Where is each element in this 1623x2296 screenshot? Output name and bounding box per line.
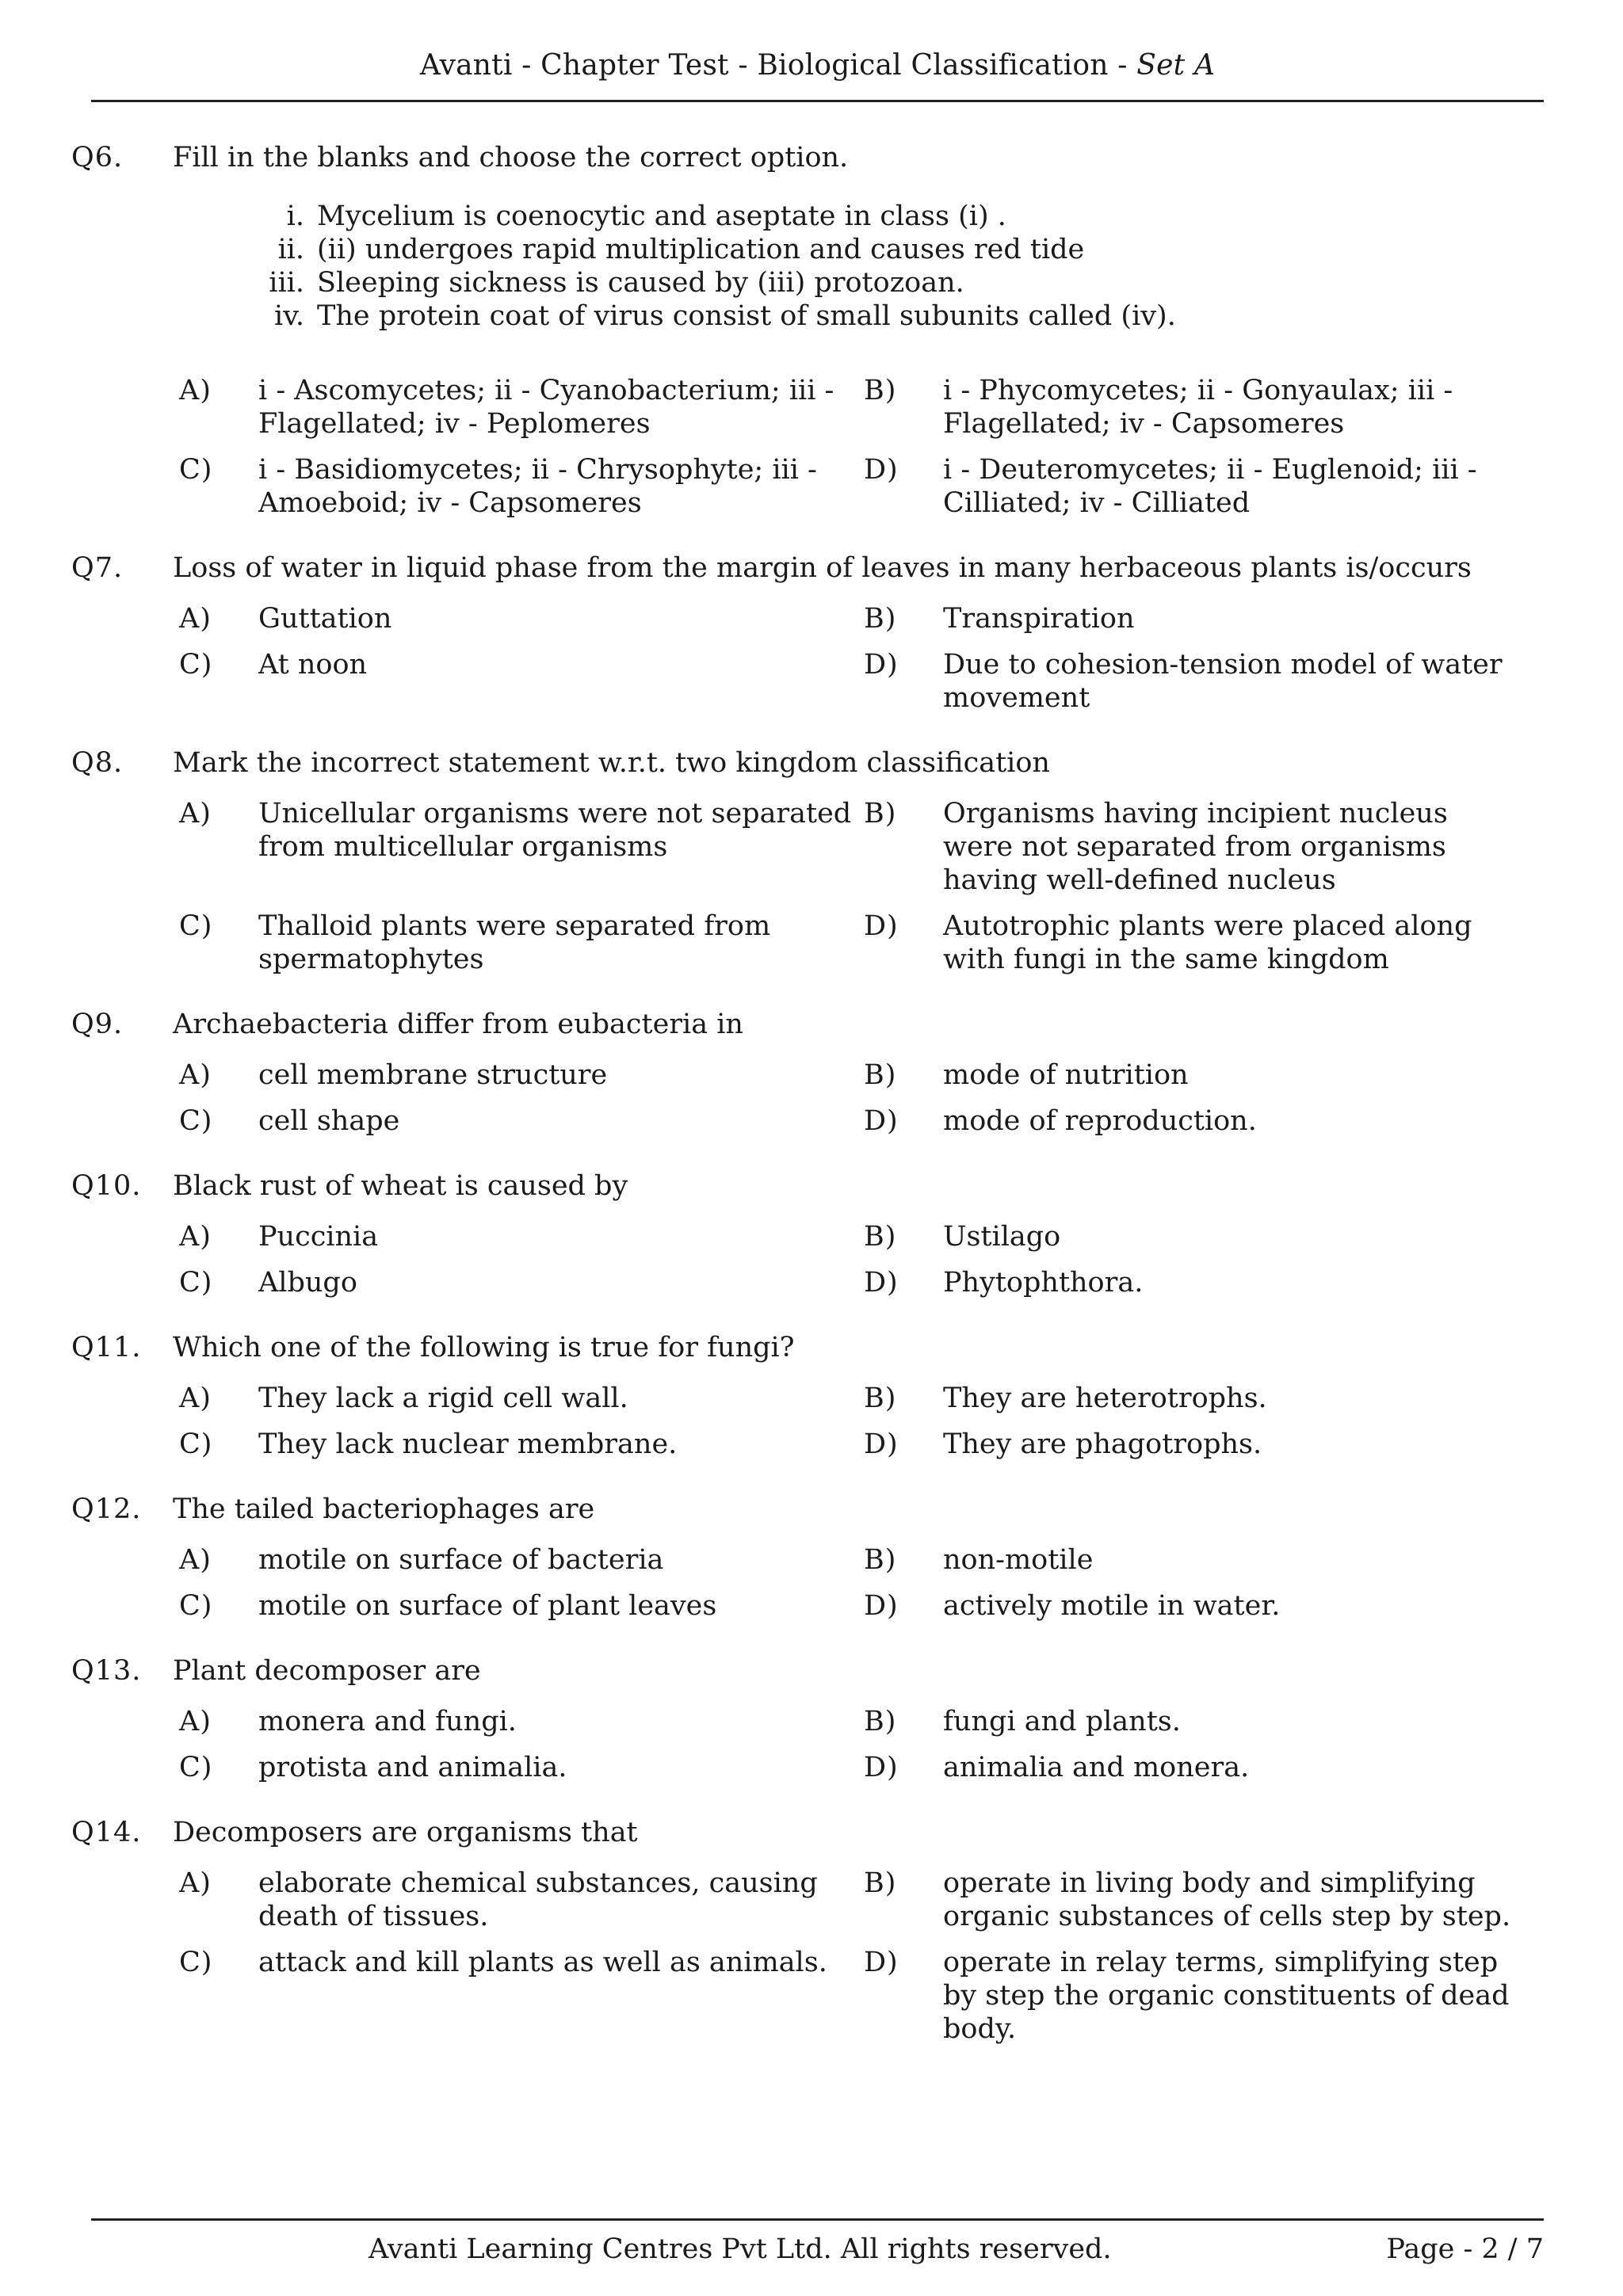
statement-item <box>255 233 1545 266</box>
footer-copyright: Avanti Learning Centres Pvt Ltd. All rights reserved. <box>369 2233 1112 2265</box>
option-label: A) <box>179 375 212 406</box>
question <box>71 141 1545 520</box>
option-label: A) <box>179 1383 212 1414</box>
option <box>864 1266 1529 1299</box>
question-number: Q6. <box>71 142 124 174</box>
option-label: A) <box>179 603 212 635</box>
option-text: Puccinia <box>258 1221 379 1253</box>
option-text: Autotrophic plants were placed along with fungi in the same kingdom <box>943 910 1472 975</box>
question-row <box>71 1493 1545 1526</box>
option-text: They are heterotrophs. <box>943 1383 1267 1414</box>
option <box>864 453 1529 520</box>
options-grid <box>179 797 1545 976</box>
option-label: C) <box>179 1752 213 1783</box>
option-label: B) <box>864 1383 897 1414</box>
option-label: B) <box>864 375 897 406</box>
statement-item <box>255 299 1545 333</box>
option-label: A) <box>179 1059 212 1091</box>
option-text: Unicellular organisms were not separated from multicellular organisms <box>258 798 852 863</box>
option <box>864 648 1529 715</box>
option-label: A) <box>179 1221 212 1253</box>
option-text: Guttation <box>258 603 392 635</box>
option <box>864 602 1529 635</box>
option <box>179 1058 864 1092</box>
option-text: Due to cohesion-tension model of water movement <box>943 649 1503 714</box>
option-label: D) <box>864 454 899 486</box>
option-text: attack and kill plants as well as animals. <box>258 1947 827 1978</box>
statement-item <box>255 200 1545 233</box>
option <box>864 1428 1529 1461</box>
option-text: They lack nuclear membrane. <box>258 1428 678 1460</box>
option-text: motile on surface of bacteria <box>258 1544 664 1576</box>
option-label: C) <box>179 1428 213 1460</box>
option-label: C) <box>179 1267 213 1299</box>
option <box>864 1751 1529 1784</box>
statement-text: (ii) undergoes rapid multiplication and causes red tide <box>317 234 1085 265</box>
option-label: D) <box>864 1428 899 1460</box>
question-row <box>71 1331 1545 1364</box>
option-label: A) <box>179 1706 212 1737</box>
statement-text: Sleeping sickness is caused by (iii) protozoan. <box>317 267 964 299</box>
question-number: Q9. <box>71 1009 124 1040</box>
option-text: operate in living body and simplifying organic substances of cells step by step. <box>943 1867 1511 1932</box>
options-grid <box>179 1705 1545 1784</box>
option-text: At noon <box>258 649 368 681</box>
option <box>179 1428 864 1461</box>
option <box>179 1867 864 1933</box>
option-label: A) <box>179 1544 212 1576</box>
option-text: motile on surface of plant leaves <box>258 1590 717 1622</box>
option-label: C) <box>179 649 213 681</box>
question-number: Q12. <box>71 1493 142 1525</box>
question-text: Mark the incorrect statement w.r.t. two kingdom classification <box>173 747 1050 779</box>
option <box>179 602 864 635</box>
question-row <box>71 1816 1545 1849</box>
statement-numeral: iv. <box>274 300 304 332</box>
option <box>864 910 1529 976</box>
option <box>179 1589 864 1623</box>
option-label: D) <box>864 649 899 681</box>
option-label: A) <box>179 1867 212 1899</box>
option-text: cell membrane structure <box>258 1059 608 1091</box>
option <box>179 1382 864 1415</box>
statement-numeral: iii. <box>269 267 304 299</box>
question <box>71 1816 1545 2046</box>
option-text: i - Deuteromycetes; ii - Euglenoid; iii - Cilliated; iv - Cilliated <box>943 454 1477 519</box>
option <box>179 648 864 715</box>
question-list <box>71 141 1545 2077</box>
option-text: Transpiration <box>943 603 1135 635</box>
question-row <box>71 1654 1545 1688</box>
question-body <box>173 141 848 174</box>
question-number: Q11. <box>71 1332 142 1363</box>
question-text: Which one of the following is true for fungi? <box>173 1332 795 1363</box>
option-text: elaborate chemical substances, causing death of tissues. <box>258 1867 818 1932</box>
question-row <box>71 551 1545 585</box>
question-row <box>71 1169 1545 1203</box>
option <box>179 1104 864 1138</box>
question <box>71 1169 1545 1299</box>
option <box>864 1220 1529 1253</box>
option-label: B) <box>864 603 897 635</box>
option-label: C) <box>179 1947 213 1978</box>
question-row <box>71 746 1545 780</box>
option <box>864 1104 1529 1138</box>
option <box>864 374 1529 441</box>
option-label: D) <box>864 1752 899 1783</box>
option-text: fungi and plants. <box>943 1706 1181 1737</box>
header-title: Avanti - Chapter Test - Biological Classification - <box>419 49 1137 82</box>
option <box>864 1705 1529 1738</box>
question-body <box>173 1331 794 1364</box>
option-label: B) <box>864 1706 897 1737</box>
statement-list <box>71 200 1545 333</box>
page-header <box>91 32 1544 102</box>
option <box>864 1867 1529 1933</box>
question-text: Black rust of wheat is caused by <box>173 1170 628 1202</box>
header-set: Set A <box>1136 49 1216 82</box>
option <box>179 1543 864 1577</box>
question-number: Q8. <box>71 747 124 779</box>
page-number: Page - 2 / 7 <box>1386 2233 1544 2265</box>
question-body <box>173 1654 481 1688</box>
question <box>71 1654 1545 1784</box>
option-text: i - Ascomycetes; ii - Cyanobacterium; iii - Flagellated; iv - Peplomeres <box>258 375 834 440</box>
question-text: Fill in the blanks and choose the correct option. <box>173 142 849 174</box>
option-label: D) <box>864 910 899 942</box>
options-grid <box>179 1543 1545 1623</box>
option-text: They are phagotrophs. <box>943 1428 1262 1460</box>
options-grid <box>179 602 1545 715</box>
option-label: C) <box>179 1105 213 1137</box>
question <box>71 1331 1545 1461</box>
question-number: Q14. <box>71 1817 142 1848</box>
option-label: B) <box>864 1059 897 1091</box>
option <box>179 1946 864 2046</box>
option-text: actively motile in water. <box>943 1590 1281 1622</box>
option-text: Organisms having incipient nucleus were not separated from organisms having well-defined nucleus <box>943 798 1448 896</box>
option <box>864 1382 1529 1415</box>
option-text: Ustilago <box>943 1221 1061 1253</box>
question-text: The tailed bacteriophages are <box>173 1493 595 1525</box>
question-number: Q7. <box>71 552 124 584</box>
option-label: C) <box>179 1590 213 1622</box>
question-text: Archaebacteria differ from eubacteria in <box>173 1009 743 1040</box>
option <box>864 1589 1529 1623</box>
statement-numeral: ii. <box>277 234 304 265</box>
question-number: Q10. <box>71 1170 142 1202</box>
options-grid <box>179 1220 1545 1299</box>
option-label: B) <box>864 1221 897 1253</box>
question-text: Plant decomposer are <box>173 1655 481 1687</box>
option-label: D) <box>864 1947 899 1978</box>
question-text: Loss of water in liquid phase from the margin of leaves in many herbaceous plants is/occurs <box>173 552 1472 584</box>
option-text: Thalloid plants were separated from spermatophytes <box>258 910 771 975</box>
option <box>179 1220 864 1253</box>
option-text: protista and animalia. <box>258 1752 567 1783</box>
question-body <box>173 551 1472 585</box>
option <box>864 797 1529 897</box>
option-text: animalia and monera. <box>943 1752 1250 1783</box>
option-label: D) <box>864 1590 899 1622</box>
option <box>179 797 864 897</box>
question-body <box>173 1169 628 1203</box>
option <box>864 1946 1529 2046</box>
question-number: Q13. <box>71 1655 142 1687</box>
option-text: They lack a rigid cell wall. <box>258 1383 628 1414</box>
statement-item <box>255 266 1545 299</box>
question <box>71 746 1545 976</box>
option-text: i - Basidiomycetes; ii - Chrysophyte; iii - Amoeboid; iv - Capsomeres <box>258 454 817 519</box>
options-grid <box>179 1382 1545 1461</box>
option-label: B) <box>864 1867 897 1899</box>
option-text: cell shape <box>258 1105 400 1137</box>
question <box>71 551 1545 715</box>
statement-numeral: i. <box>286 200 304 232</box>
option-label: D) <box>864 1105 899 1137</box>
option <box>179 1266 864 1299</box>
options-grid <box>179 1058 1545 1138</box>
option <box>864 1543 1529 1577</box>
option <box>179 1751 864 1784</box>
options-grid <box>179 1867 1545 2046</box>
option-label: A) <box>179 798 212 830</box>
question-row <box>71 1008 1545 1041</box>
option <box>179 374 864 441</box>
question <box>71 1493 1545 1623</box>
option-text: mode of reproduction. <box>943 1105 1257 1137</box>
option-label: D) <box>864 1267 899 1299</box>
option <box>179 1705 864 1738</box>
statement-text: The protein coat of virus consist of small subunits called (iv). <box>317 300 1176 332</box>
option-label: B) <box>864 1544 897 1576</box>
option-text: Phytophthora. <box>943 1267 1144 1299</box>
option <box>179 910 864 976</box>
option-label: B) <box>864 798 897 830</box>
question-body <box>173 746 1050 780</box>
option <box>179 453 864 520</box>
option-text: operate in relay terms, simplifying step by step the organic constituents of dead body. <box>943 1947 1510 2045</box>
option-text: i - Phycomycetes; ii - Gonyaulax; iii - Flagellated; iv - Capsomeres <box>943 375 1453 440</box>
option <box>864 1058 1529 1092</box>
option-label: C) <box>179 454 213 486</box>
statement-text: Mycelium is coenocytic and aseptate in class (i) . <box>317 200 1006 232</box>
option-text: non-motile <box>943 1544 1094 1576</box>
option-text: monera and fungi. <box>258 1706 517 1737</box>
question <box>71 1008 1545 1138</box>
options-grid <box>179 374 1545 520</box>
question-body <box>173 1816 638 1849</box>
page-footer <box>91 2218 1544 2278</box>
option-label: C) <box>179 910 213 942</box>
question-body <box>173 1493 594 1526</box>
option-text: mode of nutrition <box>943 1059 1189 1091</box>
question-text: Decomposers are organisms that <box>173 1817 638 1848</box>
question-row <box>71 141 1545 174</box>
option-text: Albugo <box>258 1267 357 1299</box>
question-body <box>173 1008 743 1041</box>
